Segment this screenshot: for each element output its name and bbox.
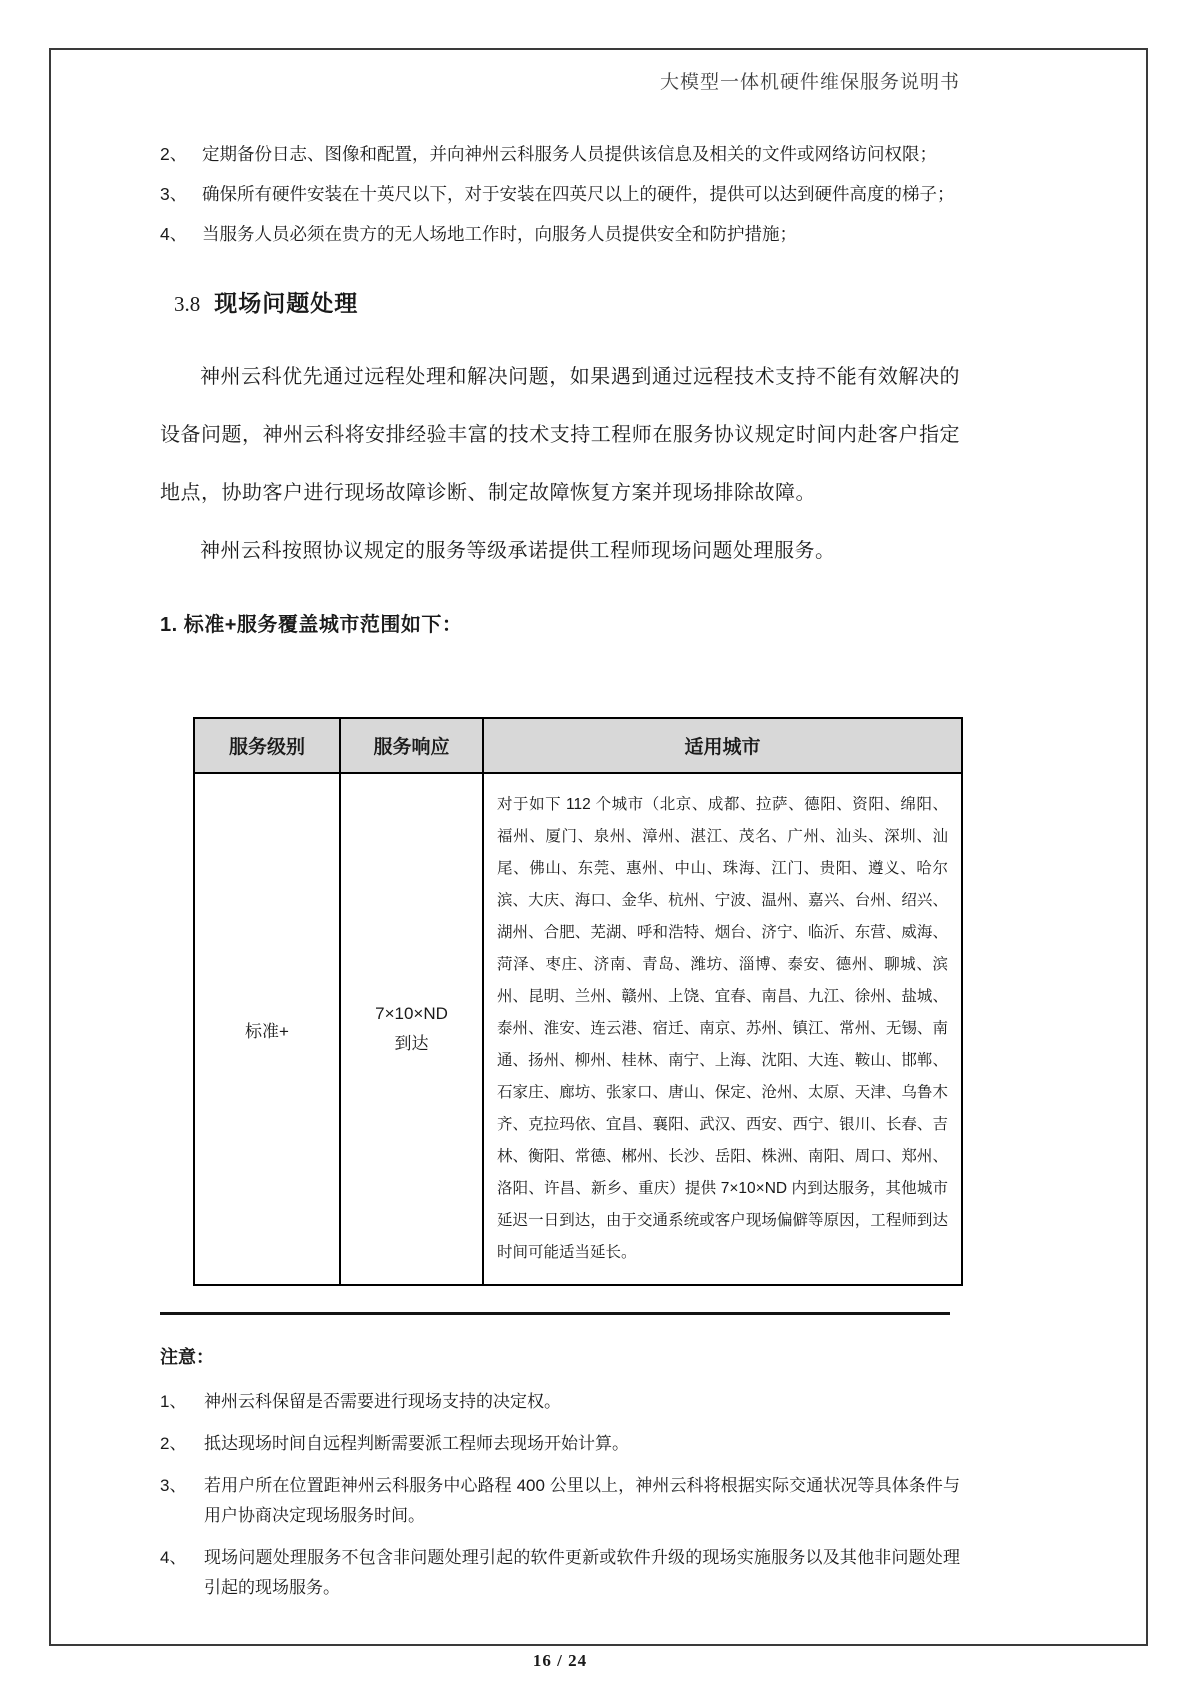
- coverage-subheading: 1. 标准+服务覆盖城市范围如下：: [160, 614, 463, 636]
- section-title: 现场问题处理: [214, 290, 359, 316]
- note-number: 4、: [160, 1548, 187, 1567]
- table-cell-service-level: 标准+: [245, 1021, 289, 1041]
- list-item: [160, 142, 960, 167]
- document-header-title: 大模型一体机硬件维保服务说明书: [659, 72, 960, 93]
- page-number: 16 / 24: [532, 1651, 588, 1670]
- table-cell-applicable-cities: 对于如下 112 个城市（北京、成都、拉萨、德阳、资阳、绵阳、福州、厦门、泉州、漳州、湛江、茂名、广州、汕头、深圳、汕尾、佛山、东莞、惠州、中山、珠海、江门、贵阳、遵义、哈尔滨、大庆、海口、金华、杭州、宁波、温州、嘉兴、台州、绍兴、湖州、合肥、芜湖、呼和浩特、烟台、济宁、临沂、东营、威海、菏泽、枣庄、济南、青岛、潍坊、淄博、泰安、德州、聊城、滨州、昆明、兰州、赣州、上饶、宜春、南昌、九江、徐州、盐城、泰州、淮安、连云港、宿迁、南京、苏州、镇江、常州、无锡、南通、扬州、柳州、桂林、南宁、上海、沈阳、大连、鞍山、邯郸、石家庄、廊坊、张家口、唐山、保定、沧州、太原、天津、乌鲁木齐、克拉玛依、宜昌、襄阳、武汉、西安、西宁、银川、长春、吉林、衡阳、常德、郴州、长沙、岳阳、株洲、南阳、周口、郑州、洛阳、许昌、新乡、重庆）提供 7×10×ND 内到达服务，其他城市延迟一日到达，由于交通系统或客户现场偏僻等原因，工程师到达时间可能适当延长。: [482, 774, 961, 1284]
- service-response-line1: 7×10×ND: [375, 1004, 448, 1023]
- notes-list: [160, 1387, 960, 1603]
- section-number: 3.8: [174, 292, 201, 316]
- note-item: [160, 1471, 960, 1531]
- list-item-number: 3、: [160, 184, 188, 204]
- note-item: [160, 1543, 960, 1603]
- note-text: 若用户所在位置距神州云科服务中心路程 400 公里以上，神州云科将根据实际交通状况等具体条件与用户协商决定现场服务时间。: [204, 1476, 960, 1525]
- note-number: 3、: [160, 1476, 187, 1495]
- note-item: [160, 1429, 960, 1459]
- document-page: [160, 70, 960, 1671]
- divider-rule: [160, 1312, 950, 1315]
- note-item: [160, 1387, 960, 1417]
- note-text: 现场问题处理服务不包含非问题处理引起的软件更新或软件升级的现场实施服务以及其他非问题处理引起的现场服务。: [204, 1548, 960, 1597]
- list-item-text: 确保所有硬件安装在十英尺以下，对于安装在四英尺以上的硬件，提供可以达到硬件高度的梯子；: [202, 184, 955, 204]
- list-item: [160, 182, 960, 207]
- list-item-number: 2、: [160, 144, 188, 164]
- note-number: 1、: [160, 1392, 187, 1411]
- service-response-line2: 到达: [394, 1034, 429, 1053]
- body-paragraph: 神州云科按照协议规定的服务等级承诺提供工程师现场问题处理服务。: [200, 540, 836, 562]
- list-item-text: 定期备份日志、图像和配置，并向神州云科服务人员提供该信息及相关的文件或网络访问权限；: [202, 144, 937, 164]
- list-item-number: 4、: [160, 224, 188, 244]
- note-text: 神州云科保留是否需要进行现场支持的决定权。: [204, 1392, 561, 1411]
- list-item: [160, 222, 960, 247]
- notes-label: 注意：: [160, 1347, 214, 1367]
- coverage-table: [193, 717, 963, 1286]
- section-heading: [174, 285, 960, 318]
- prerequisites-list: [160, 142, 960, 247]
- table-header-service-level: 服务级别: [195, 719, 339, 774]
- note-number: 2、: [160, 1434, 187, 1453]
- table-header-applicable-cities: 适用城市: [482, 719, 961, 774]
- table-cell-service-response: [339, 774, 482, 1284]
- note-text: 抵达现场时间自远程判断需要派工程师去现场开始计算。: [204, 1434, 629, 1453]
- list-item-text: 当服务人员必须在贵方的无人场地工作时，向服务人员提供安全和防护措施；: [202, 224, 797, 244]
- table-header-service-response: 服务响应: [339, 719, 482, 774]
- body-paragraph: 神州云科优先通过远程处理和解决问题，如果遇到通过远程技术支持不能有效解决的设备问题，神州云科将安排经验丰富的技术支持工程师在服务协议规定时间内赴客户指定地点，协助客户进行现场故障诊断、制定故障恢复方案并现场排除故障。: [160, 366, 960, 504]
